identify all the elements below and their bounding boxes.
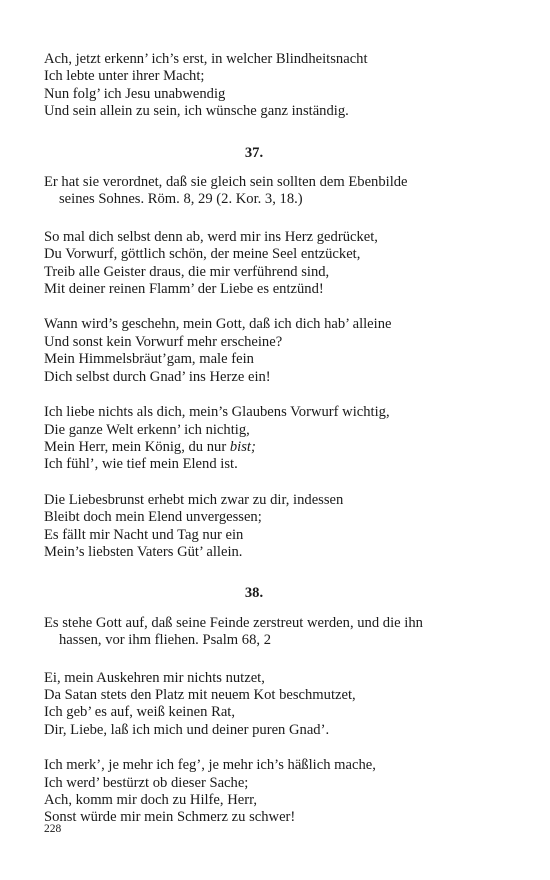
motto-37 <box>44 174 464 209</box>
stanza-38-2 <box>44 757 464 827</box>
verse-line: Ich liebe nichts als dich, mein’s Glaubens Vorwurf wichtig, <box>44 404 390 421</box>
verse-line: Ich merk’, je mehr ich feg’, je mehr ich’s häßlich mache, <box>44 757 376 774</box>
verse-line: Ich geb’ es auf, weiß keinen Rat, <box>44 704 235 721</box>
verse-text: Mein Herr, mein König, du nur <box>44 438 230 455</box>
verse-line: Da Satan stets den Platz mit neuem Kot beschmutzet, <box>44 686 356 703</box>
motto-line: hassen, vor ihm fliehen. Psalm 68, 2 <box>59 632 271 649</box>
stanza-37-1 <box>44 229 464 299</box>
verse-line: Und sein allein zu sein, ich wünsche ganz inständig. <box>44 103 349 120</box>
stanza-top <box>44 51 464 121</box>
motto-line: Es stehe Gott auf, daß seine Feinde zerstreut werden, und die ihn <box>44 614 423 631</box>
verse-line: Mein’s liebsten Vaters Güt’ allein. <box>44 543 243 560</box>
verse-line: Es fällt mir Nacht und Tag nur ein <box>44 526 244 543</box>
verse-line: Treib alle Geister draus, die mir verführend sind, <box>44 263 330 280</box>
verse-line: Dich selbst durch Gnad’ ins Herze ein! <box>44 368 271 385</box>
verse-line: Ich werd’ bestürzt ob dieser Sache; <box>44 774 249 791</box>
verse-line: Du Vorwurf, göttlich schön, der meine Seel entzücket, <box>44 246 361 263</box>
verse-line: Ich lebte unter ihrer Macht; <box>44 68 205 85</box>
page-number: 228 <box>44 823 62 835</box>
verse-line: Dir, Liebe, laß ich mich und deiner puren Gnad’. <box>44 721 330 738</box>
verse-line <box>44 439 464 456</box>
verse-line: Die Liebesbrunst erhebt mich zwar zu dir, indessen <box>44 491 344 508</box>
verse-line: Ei, mein Auskehren mir nichts nutzet, <box>44 669 265 686</box>
verse-line: Die ganze Welt erkenn’ ich nichtig, <box>44 421 250 438</box>
verse-line: Mit deiner reinen Flamm’ der Liebe es entzünd! <box>44 281 324 298</box>
stanza-37-2 <box>44 316 464 386</box>
verse-line: Und sonst kein Vorwurf mehr erscheine? <box>44 333 283 350</box>
verse-line: Wann wird’s geschehn, mein Gott, daß ich dich hab’ alleine <box>44 316 392 333</box>
motto-line: Er hat sie verordnet, daß sie gleich sein sollten dem Ebenbilde <box>44 174 408 191</box>
motto-38 <box>44 615 464 650</box>
stanza-37-3 <box>44 404 464 474</box>
stanza-38-1 <box>44 670 464 740</box>
motto-line: seines Sohnes. Röm. 8, 29 (2. Kor. 3, 18.) <box>59 191 303 208</box>
verse-line: Ach, jetzt erkenn’ ich’s erst, in welcher Blindheitsnacht <box>44 51 368 67</box>
verse-line: Ach, komm mir doch zu Hilfe, Herr, <box>44 792 257 808</box>
poem-number-37: 37. <box>244 144 264 161</box>
poem-number-38: 38. <box>244 585 264 602</box>
stanza-37-4 <box>44 492 464 562</box>
page-text <box>44 51 464 845</box>
verse-line: So mal dich selbst denn ab, werd mir ins Herz gedrücket, <box>44 228 378 245</box>
italic-word: bist; <box>229 438 256 455</box>
verse-line: Ich fühl’, wie tief mein Elend ist. <box>44 456 238 473</box>
verse-line: Mein Himmelsbräut’gam, male fein <box>44 351 254 368</box>
verse-line: Bleibt doch mein Elend unvergessen; <box>44 509 262 526</box>
verse-line: Nun folg’ ich Jesu unabwendig <box>44 85 226 102</box>
verse-line: Sonst würde mir mein Schmerz zu schwer! <box>44 809 296 826</box>
